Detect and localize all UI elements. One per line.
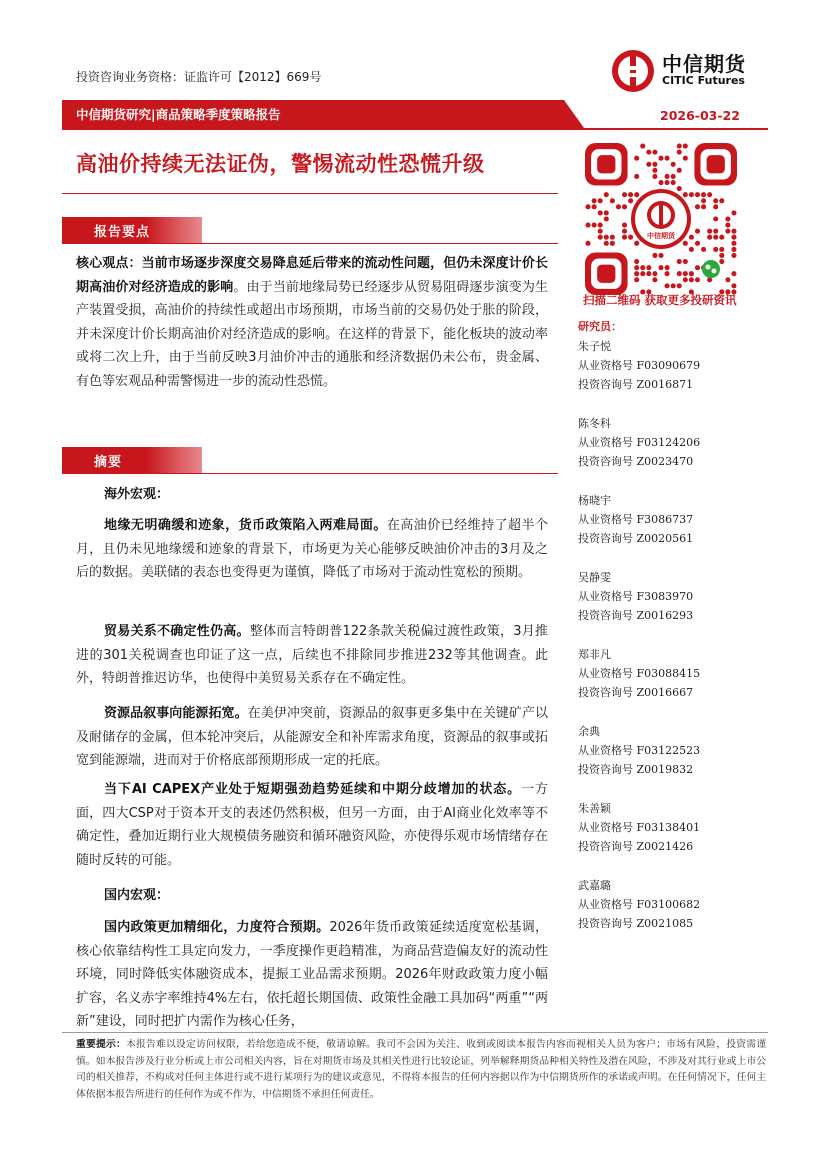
report-title: 高油价持续无法证伪，警惕流动性恐慌升级 bbox=[76, 152, 485, 176]
researcher-panel bbox=[578, 318, 778, 953]
researcher-license: 从业资格号 F03122523 bbox=[578, 744, 701, 757]
researcher-entry bbox=[578, 722, 778, 779]
researcher-entry bbox=[578, 799, 778, 856]
disclaimer-text: 本报告难以设定访问权限，若给您造成不便，敬请谅解。我司不会因为关注、收到或阅读本报告内容而视相关人员为客户；市场有风险，投资需谨慎。如本报告涉及行业分析或上市公司相关内容，旨在对期货市场及其相关性进行比较论证，列举解释期货品种相关特性及潜在风险，不涉及对其行业或上市公司的相关推荐，不构成对任何主体进行或不进行某项行为的建议或意见，不得将本报告的任何内容据以作为中信期货所作的承诺或声明。在任何情况下，任何主体依据本报告所进行的任何作为或不作为，中信期货不承担任何责任。 bbox=[76, 1039, 766, 1100]
researcher-entry bbox=[578, 337, 778, 394]
core-view-body: 。由于当前地缘局势已经逐步从贸易阻碍逐步演变为生产装置受损，高油价的持续性或超出市场预期，市场当前的交易仍处于胀的阶段，并未深度计价长期高油价对经济造成的影响。在这样的背景下，能化板块的波动率或将二次上升，由于当前反映3月油价冲击的通胀和经济数据仍未公布，贵金属、有色等宏观品种需警惕进一步的流动性恐慌。 bbox=[76, 279, 548, 389]
researcher-advisor-id: 投资咨询号 Z0019832 bbox=[578, 763, 694, 776]
overseas-macro-title: 海外宏观： bbox=[104, 487, 170, 502]
researcher-license: 从业资格号 F03088415 bbox=[578, 667, 701, 680]
qr-code[interactable] bbox=[585, 143, 737, 295]
researcher-advisor-id: 投资咨询号 Z0016293 bbox=[578, 609, 694, 622]
researcher-name: 吴静雯 bbox=[578, 571, 611, 584]
report-date: 2026-03-22 bbox=[660, 108, 740, 123]
researcher-license: 从业资格号 F3086737 bbox=[578, 513, 694, 526]
citic-futures-logo bbox=[610, 46, 780, 96]
researcher-entry bbox=[578, 568, 778, 625]
researcher-name: 余典 bbox=[578, 725, 600, 738]
summary-paragraph-5: 国内政策更加精细化，力度符合预期。2026年货币政策延续适度宽松基调，核心依靠结构性工具定向发力，一季度操作更趋精准，为商品营造偏友好的流动性环境，同时降低实体融资成本，提振工业品需求预期。2026年财政政策力度小幅扩容，名义赤字率维持4%左右，依托超长期国债、政策性金融工具加码“两重”“两新”建设，同时把扩内需作为核心任务， bbox=[76, 920, 548, 1029]
researcher-entry bbox=[578, 645, 778, 702]
researcher-name: 武嘉璐 bbox=[578, 879, 611, 892]
disclaimer bbox=[76, 1037, 766, 1103]
researcher-label: 研究员： bbox=[578, 320, 622, 333]
researcher-license: 从业资格号 F03138401 bbox=[578, 821, 701, 834]
researcher-license: 从业资格号 F03124206 bbox=[578, 436, 701, 449]
summary-heading: 摘要 bbox=[94, 455, 123, 470]
core-view-lead: 核心观点：当前市场逐步深度交易降息延后带来的流动性问题，但仍未深度计价长期高油价对经济造成的影响 bbox=[76, 256, 548, 295]
qr-caption: 扫描二维码 获取更多投研资讯 bbox=[583, 293, 737, 307]
summary-paragraph-3: 资源品叙事向能源拓宽。在美伊冲突前，资源品的叙事更多集中在关键矿产以及耐储存的金属，但本轮冲突后，从能源安全和补库需求角度，资源品的叙事或拓宽到能源端，进而对于价格底部预期形成一定的托底。 bbox=[76, 706, 548, 768]
researcher-advisor-id: 投资咨询号 Z0016871 bbox=[578, 378, 694, 391]
summary-divider bbox=[62, 473, 558, 474]
researcher-entry bbox=[578, 414, 778, 471]
researcher-name: 朱子悦 bbox=[578, 340, 611, 353]
summary-paragraph-2: 贸易关系不确定性仍高。整体而言特朗普122条款关税偏过渡性政策，3月推进的301关税调查也印证了这一点，后续也不排除同步推进232等其他调查。此外，特朗普推迟访华，也使得中美贸易关系存在不确定性。 bbox=[76, 624, 548, 686]
researcher-advisor-id: 投资咨询号 Z0016667 bbox=[578, 686, 694, 699]
citic-logo-icon bbox=[610, 48, 656, 94]
researcher-advisor-id: 投资咨询号 Z0023470 bbox=[578, 455, 694, 468]
report-series: 中信期货研究|商品策略季度策略报告 bbox=[76, 107, 281, 122]
key-points-paragraph bbox=[76, 252, 548, 393]
key-points-heading-bar bbox=[62, 217, 202, 243]
domestic-macro-title: 国内宏观： bbox=[104, 888, 170, 903]
summary-paragraph-4: 当下AI CAPEX产业处于短期强劲趋势延续和中期分歧增加的状态。一方面，四大CSP对于资本开支的表述仍然积极，但另一方面，由于AI商业化效率等不确定性，叠加近期行业大规模债务融资和循环融资风险，亦使得乐观市场情绪存在随时反转的可能。 bbox=[76, 782, 548, 868]
title-underline bbox=[62, 193, 558, 194]
researcher-name: 郑非凡 bbox=[578, 648, 611, 661]
qualification-text: 投资咨询业务资格：证监许可【2012】669号 bbox=[76, 70, 322, 84]
report-series-bar-slant bbox=[560, 100, 584, 128]
key-points-heading: 报告要点 bbox=[94, 225, 151, 240]
researcher-license: 从业资格号 F03090679 bbox=[578, 359, 701, 372]
key-points-divider bbox=[62, 243, 558, 244]
summary-heading-bar bbox=[62, 447, 202, 473]
researcher-name: 朱善颖 bbox=[578, 802, 611, 815]
researcher-entry bbox=[578, 876, 778, 933]
qr-center-label: 中信期货 bbox=[647, 232, 675, 240]
researcher-license: 从业资格号 F3083970 bbox=[578, 590, 694, 603]
logo-chinese-name: 中信期货 bbox=[662, 52, 746, 76]
researcher-name: 杨晓宇 bbox=[578, 494, 611, 507]
researcher-entry bbox=[578, 491, 778, 548]
researcher-license: 从业资格号 F03100682 bbox=[578, 898, 701, 911]
summary-paragraph-1: 地缘无明确缓和迹象，货币政策陷入两难局面。在高油价已经维持了超半个月，且仍未见地缘缓和迹象的背景下，市场更为关心能够反映油价冲击的3月及之后的数据。美联储的表态也变得更为谨慎，降低了市场对于流动性宽松的预期。 bbox=[76, 518, 548, 580]
researcher-name: 陈冬科 bbox=[578, 417, 611, 430]
researcher-advisor-id: 投资咨询号 Z0021426 bbox=[578, 840, 694, 853]
researcher-advisor-id: 投资咨询号 Z0021085 bbox=[578, 917, 694, 930]
header-divider bbox=[62, 128, 768, 130]
researcher-advisor-id: 投资咨询号 Z0020561 bbox=[578, 532, 694, 545]
disclaimer-divider bbox=[62, 1032, 768, 1033]
disclaimer-label: 重要提示： bbox=[76, 1039, 127, 1050]
logo-english-name: CITIC Futures bbox=[662, 74, 745, 87]
